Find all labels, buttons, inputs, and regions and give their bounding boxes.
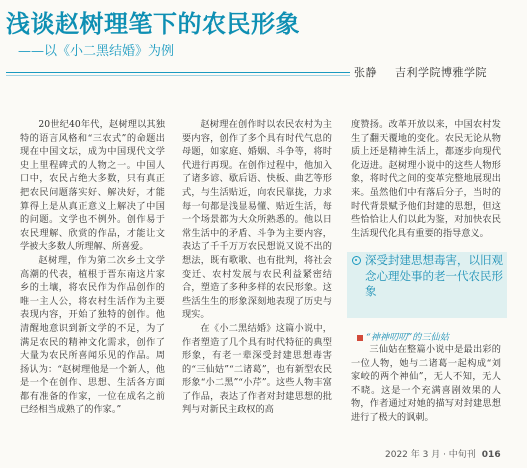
- article-title: 浅谈赵树理笔下的农民形象: [6, 9, 300, 38]
- paragraph: 度赞扬。改革开放以来，中国农村发生了翻天覆地的变化。农民无论从物质上还是精神生活上，都逐步向现代化迈进。赵树理小说中的这些人物形象，将时代之间的变革完整地展现出来。虽然他们中有落后分子，当时的时代背景赋予他们封建的思想，但这些恰恰让人们以此为鉴，对加快农民生活现代化具有重要的指导意义。: [351, 119, 501, 239]
- section-heading: 深受封建思想毒害，以旧观念心理处事的老一代农民形象: [365, 253, 503, 298]
- paragraph: 三仙姑在整篇小说中是最出彩的一位人物，她与二诸葛一起构成“刘家峧的两个神仙”，无人不知，无人不晓。这是一个充满喜剧效果的人物，作者通过对她的描写对封建思想进行了极大的讽刺。: [351, 344, 501, 423]
- author-affiliation: 吉利学院博雅学院: [395, 66, 487, 79]
- subsection-heading-text: “神神叨叨”的三仙姑: [366, 332, 449, 343]
- column-3-bottom: [351, 343, 501, 425]
- paragraph: 在《小二黑结婚》这篇小说中，作者塑造了几个具有时代特征的典型形象，有老一辈深受封建思想毒害的“三仙姑”“二诸葛”，也有新型农民形象“小二黑”“小芹”。这些人物丰富了作品，表达了作者对封建思想的批判与对新民主政权的高: [182, 322, 332, 416]
- byline: [354, 64, 487, 80]
- subsection-heading: [357, 329, 449, 343]
- author-name: 张静: [354, 66, 377, 79]
- column-3-top: [351, 118, 501, 240]
- section-highlight-box: [347, 252, 507, 318]
- page-footer: [385, 447, 501, 460]
- square-bullet-icon: [357, 335, 363, 341]
- paragraph: 赵树理，作为第二次乡土文学高潮的代表，植根于晋东南这片家乡的土壤，将农民作为作品创作的唯一主人公，将农村生活作为主要表现内容，开始了独特的创作。他清醒地意识到新文学的不足，为了满足农民的精神文化需求，创作了大量为农民所喜闻乐见的作品。周扬认为：“赵树理他是一个新人，他是一个在创作、思想、生活各方面都有准备的作家，一位在成名之前已经相当成熟了的作家。”: [20, 254, 165, 416]
- paragraph: 赵树理在创作时以农民农村为主要内容，创作了多个具有时代气息的母题，如家庭、婚姻、斗争等，将时代进行再现。在创作过程中，他加入了诸多谚、歇后语、快板、曲艺等形式，与生活贴近，向农民靠拢，力求每一句都是浅显易懂、贴近生活，每一个场景都为大众所熟悉的。他以日常生活中的矛盾、斗争为主要内容，表达了千千万万农民想说又说不出的想法，既有歌歌、也有批判，将社会变迁、农村发展与农民利益紧密结合，塑造了多种多样的农民形象。这些活生生的形象深刻地表现了历史与现实。: [182, 119, 332, 321]
- column-2: [182, 118, 332, 417]
- issue-info: 2022 年 3 月 · 中旬刊: [385, 450, 476, 460]
- paragraph: 20世纪40年代，赵树理以其独特的语言风格和“三农式”的命题出现在中国文坛，成为中国现代文学史上里程碑式的人物之一。中国人口中，农民占绝大多数，只有真正把农民问题落实好、解决好，才能算得上是从真正意义上解决了中国的问题。文学也不例外。创作易于农民理解、欣赏的作品，才能让文学被大多数人所理解、所喜爱。: [20, 119, 165, 253]
- article-subtitle: ——以《小二黑结婚》为例: [18, 44, 175, 59]
- page-number: 016: [481, 450, 501, 460]
- target-bullet-icon: [352, 256, 361, 265]
- byline-rule-thin: [6, 75, 350, 76]
- column-1: [20, 118, 165, 417]
- byline-rule: [6, 72, 350, 73]
